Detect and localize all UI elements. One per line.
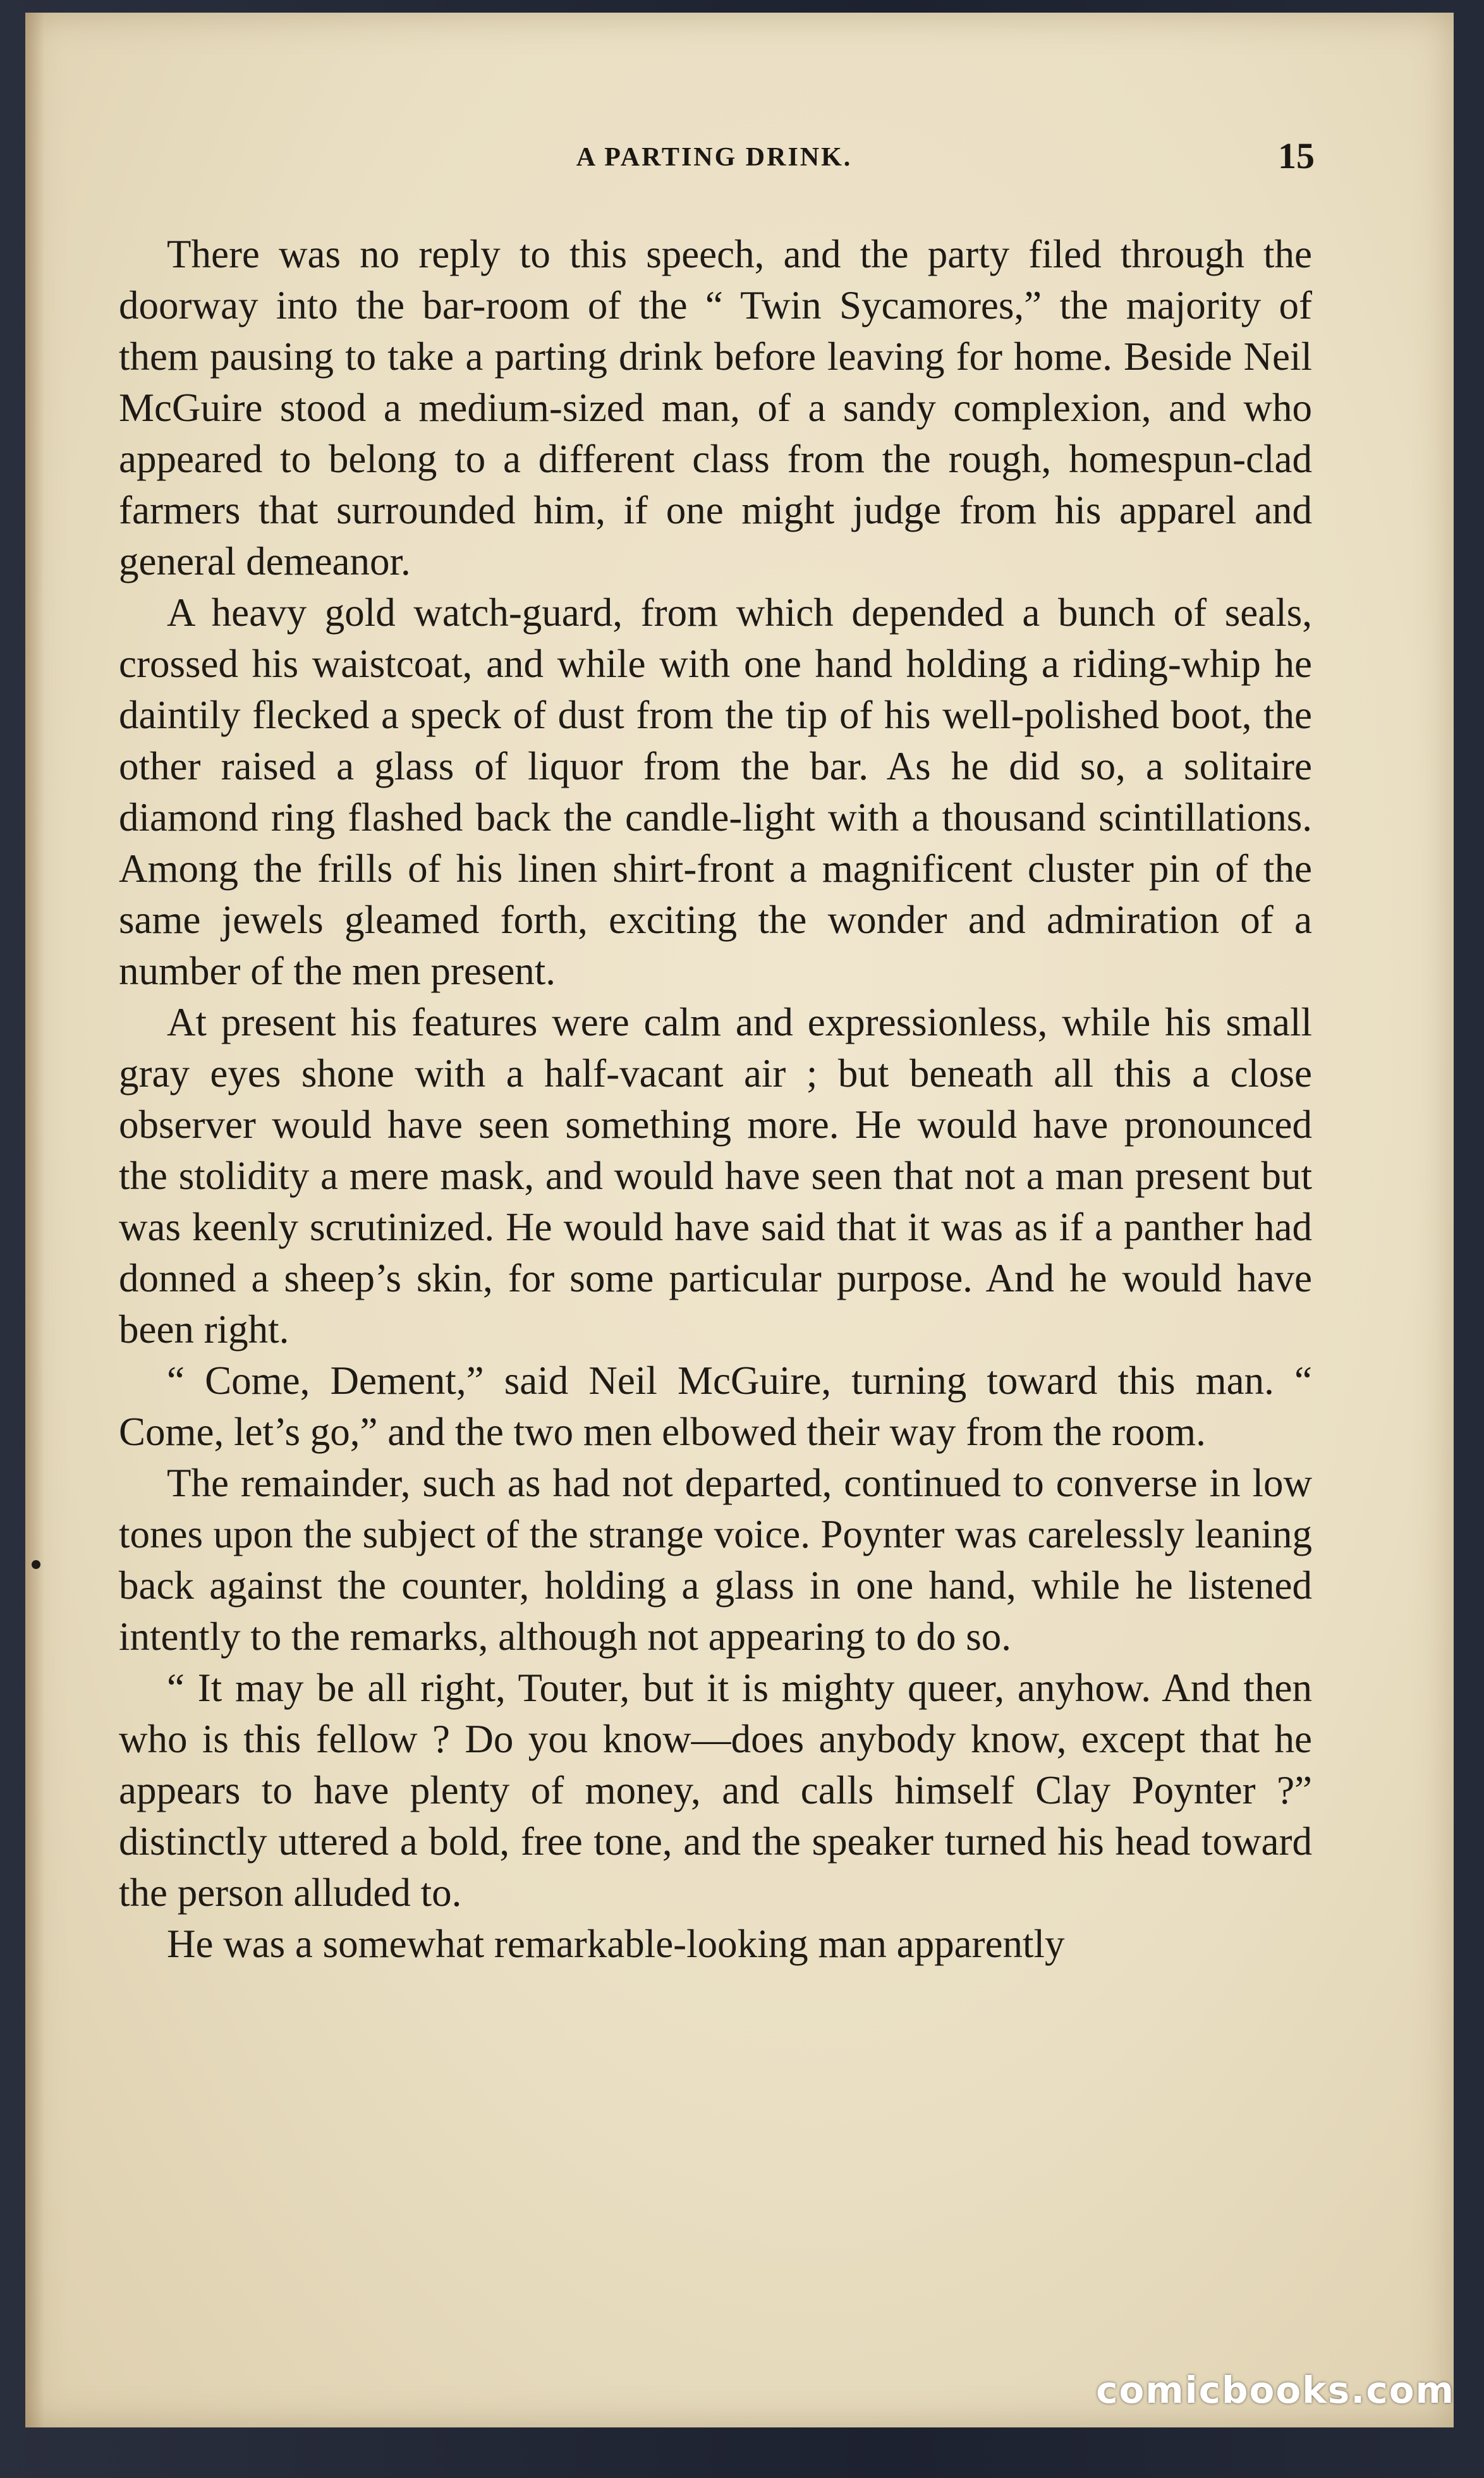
watermark: comicbooks.com: [1096, 2369, 1455, 2412]
body-text: [119, 229, 1312, 1970]
running-head: [114, 130, 1315, 180]
page-number: 15: [1278, 135, 1315, 176]
margin-ink-dot: [32, 1560, 40, 1569]
paragraph-6: “ It may be all right, Touter, but it is mighty queer, anyhow. And then who is this fellow ? Do you know—does anybody know, except that he appears to have plenty of money, and calls himself Clay Poynter ?” distinctly uttered a bold, free tone, and the speaker turned his head toward the person alluded to.: [119, 1666, 1312, 1915]
paragraph-3: At present his features were calm and expressionless, while his small gray eyes shone with a half-vacant air ; but beneath all this a close observer would have seen something more. He would have pronounced the stolidity a mere mask, and would have seen that not a man present but was keenly scrutinized. He would have said that it was as if a panther had donned a sheep’s skin, for some particular purpose. And he would have been right.: [119, 1000, 1312, 1352]
paragraph-1: There was no reply to this speech, and the party filed through the doorway into the bar-room of the “ Twin Sycamores,” the majority of them pausing to take a parting drink before leaving for home. Beside Neil McGuire stood a medium-sized man, of a sandy complexion, and who appeared to belong to a different class from the rough, homespun-clad farmers that surrounded him, if one might judge from his apparel and general demeanor.: [119, 232, 1312, 583]
paragraph-2: A heavy gold watch-guard, from which depended a bunch of seals, crossed his waistcoat, and while with one hand holding a riding-whip he daintily flecked a speck of dust from the tip of his well-polished boot, the other raised a glass of liquor from the bar. As he did so, a solitaire diamond ring flashed back the candle-light with a thousand scintillations. Among the frills of his linen shirt-front a magnificent cluster pin of the same jewels gleamed forth, exciting the wonder and admiration of a number of the men present.: [119, 590, 1312, 993]
running-title: A PARTING DRINK.: [576, 143, 853, 172]
paragraph-7: He was a somewhat remarkable-looking man apparently: [167, 1922, 1065, 1966]
paragraph-4: “ Come, Dement,” said Neil McGuire, turning toward this man. “ Come, let’s go,” and the two men elbowed their way from the room.: [119, 1358, 1312, 1454]
page-gutter-shadow: [25, 13, 44, 2427]
paragraph-5: The remainder, such as had not departed, continued to converse in low tones upon the subject of the strange voice. Poynter was carelessly leaning back against the counter, holding a glass in one hand, while he listened intently to the remarks, although not appearing to do so.: [119, 1461, 1312, 1659]
